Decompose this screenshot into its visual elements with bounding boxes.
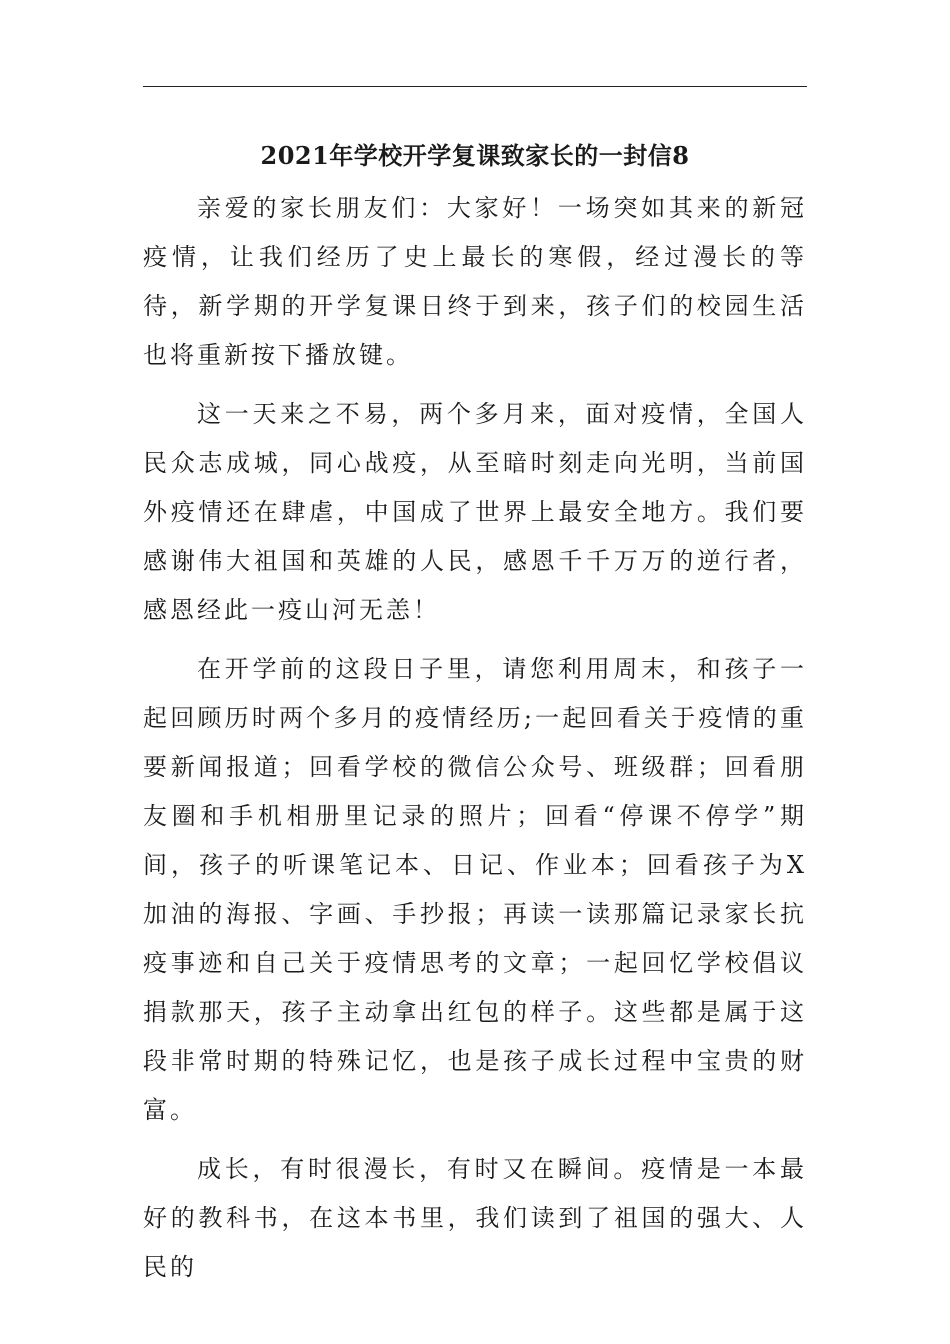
document-title: 2021年学校开学复课致家长的一封信8 (260, 141, 690, 170)
paragraph-2: 这一天来之不易，两个多月来，面对疫情，全国人民众志成城，同心战疫，从至暗时刻走向光明，当前国外疫情还在肆虐，中国成了世界上最安全地方。我们要感谢伟大祖国和英雄的人民，感恩千千万万的逆行者，感恩经此一疫山河无恙！ (143, 400, 807, 624)
header-rule (143, 86, 807, 87)
paragraph-3: 在开学前的这段日子里，请您利用周末，和孩子一起回顾历时两个多月的疫情经历;一起回看关于疫情的重要新闻报道；回看学校的微信公众号、班级群；回看朋友圈和手机相册里记录的照片；回看“停课不停学”期间，孩子的听课笔记本、日记、作业本；回看孩子为X加油的海报、字画、手抄报；再读一读那篇记录家长抗疫事迹和自己关于疫情思考的文章；一起回忆学校倡议捐款那天，孩子主动拿出红包的样子。这些都是属于这段非常时期的特殊记忆，也是孩子成长过程中宝贵的财富。 (143, 655, 807, 1124)
paragraph-4: 成长，有时很漫长，有时又在瞬间。疫情是一本最好的教科书，在这本书里，我们读到了祖国的强大、人民的 (143, 1155, 807, 1281)
document-body (143, 184, 807, 1302)
paragraph-1: 亲爱的家长朋友们：大家好！一场突如其来的新冠疫情，让我们经历了史上最长的寒假，经过漫长的等待，新学期的开学复课日终于到来，孩子们的校园生活也将重新按下播放键。 (143, 194, 807, 369)
